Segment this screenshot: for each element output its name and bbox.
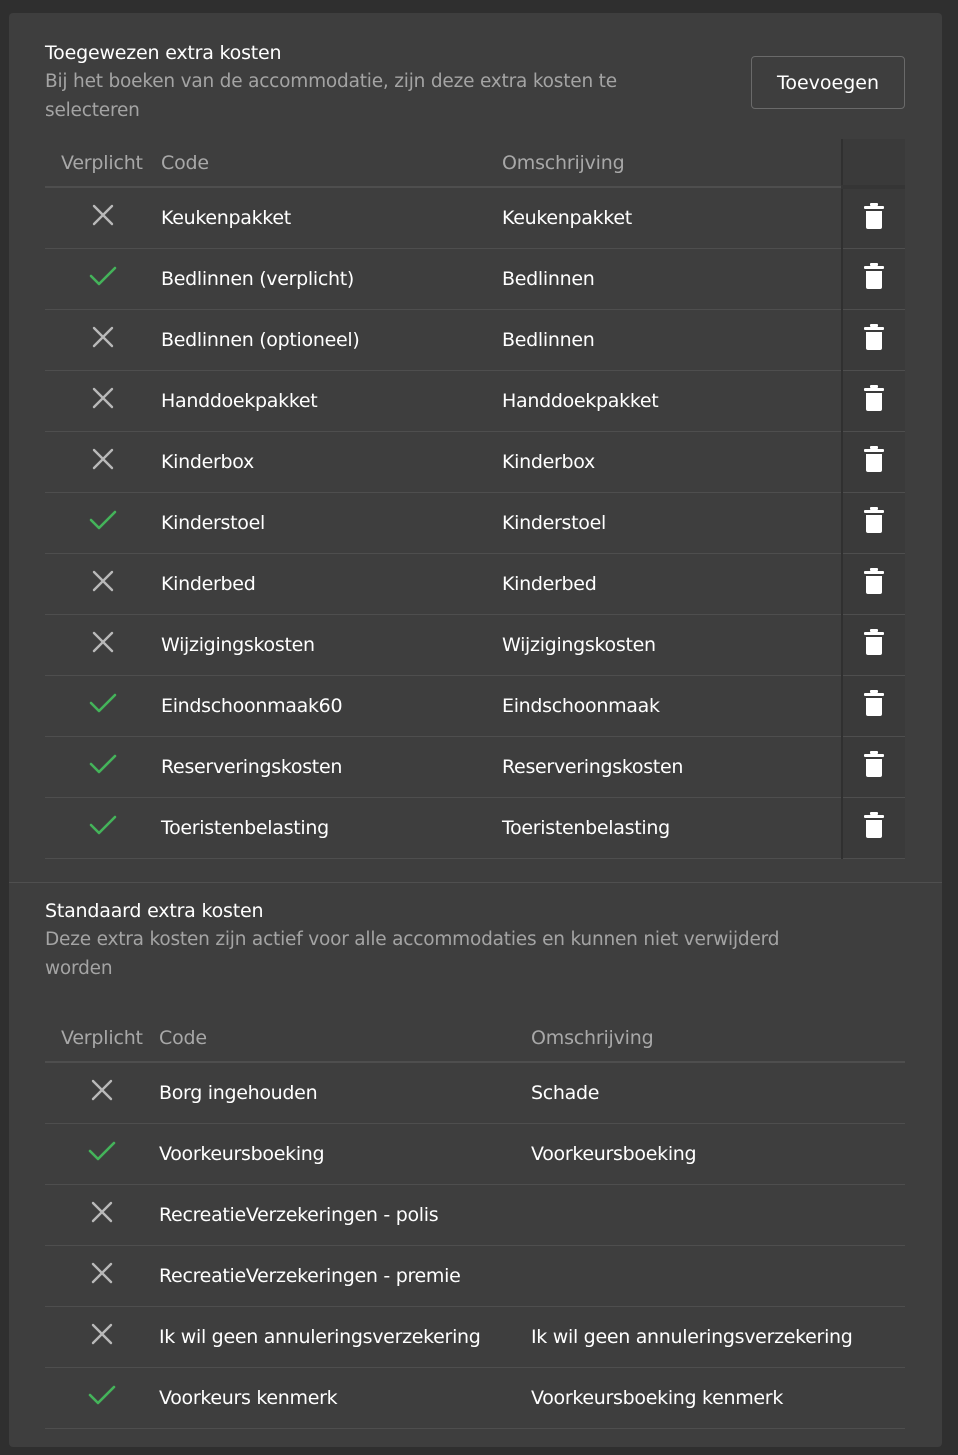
required-cell (45, 1306, 159, 1367)
column-header-actions (842, 139, 905, 187)
actions-cell (842, 309, 905, 370)
required-cell (45, 309, 161, 370)
trash-icon (863, 384, 885, 417)
standard-extra-costs-section (45, 897, 905, 1409)
cross-icon (92, 448, 114, 475)
table-row (45, 675, 905, 736)
section-title: Toegewezen extra kosten (45, 42, 282, 64)
required-cell (45, 370, 161, 431)
check-icon (88, 1384, 116, 1411)
description-cell: Kinderstoel (502, 492, 842, 553)
description-cell: Voorkeursboeking kenmerk (531, 1367, 905, 1428)
code-cell: Keukenpakket (161, 187, 502, 248)
description-cell (531, 1245, 905, 1306)
column-header-required[interactable]: Verplicht (45, 1014, 159, 1062)
required-cell (45, 492, 161, 553)
table-row (45, 553, 905, 614)
table-row (45, 431, 905, 492)
delete-button[interactable] (858, 689, 890, 721)
required-cell (45, 1367, 159, 1428)
trash-icon (863, 689, 885, 722)
column-header-code[interactable]: Code (159, 1014, 531, 1062)
standard-costs-table (45, 1014, 905, 1429)
table-header-row (45, 139, 905, 187)
table-row (45, 248, 905, 309)
code-cell: Wijzigingskosten (161, 614, 502, 675)
delete-button[interactable] (858, 384, 890, 416)
code-cell: Kinderstoel (161, 492, 502, 553)
description-cell: Eindschoonmaak (502, 675, 842, 736)
cross-icon (91, 1079, 113, 1106)
table-row (45, 1123, 905, 1184)
table-row (45, 187, 905, 248)
trash-icon (863, 202, 885, 235)
table-row (45, 1306, 905, 1367)
cross-icon (91, 1323, 113, 1350)
code-cell: Reserveringskosten (161, 736, 502, 797)
check-icon (88, 1140, 116, 1167)
description-cell: Bedlinnen (502, 248, 842, 309)
section-title: Standaard extra kosten (45, 900, 264, 922)
cross-icon (92, 631, 114, 658)
check-icon (89, 814, 117, 841)
trash-icon (863, 506, 885, 539)
trash-icon (863, 750, 885, 783)
delete-button[interactable] (858, 628, 890, 660)
description-cell: Reserveringskosten (502, 736, 842, 797)
actions-cell (842, 553, 905, 614)
code-cell: Ik wil geen annuleringsverzekering (159, 1306, 531, 1367)
cross-icon (92, 204, 114, 231)
required-cell (45, 187, 161, 248)
code-cell: Eindschoonmaak60 (161, 675, 502, 736)
code-cell: Kinderbed (161, 553, 502, 614)
required-cell (45, 1184, 159, 1245)
check-icon (89, 692, 117, 719)
trash-icon (863, 628, 885, 661)
trash-icon (863, 262, 885, 295)
check-icon (89, 753, 117, 780)
delete-button[interactable] (858, 506, 890, 538)
required-cell (45, 614, 161, 675)
trash-icon (863, 445, 885, 478)
delete-button[interactable] (858, 750, 890, 782)
table-row (45, 1245, 905, 1306)
assigned-costs-table (45, 139, 905, 859)
trash-icon (863, 567, 885, 600)
delete-button[interactable] (858, 811, 890, 843)
description-cell: Kinderbed (502, 553, 842, 614)
description-cell: Toeristenbelasting (502, 797, 842, 858)
description-cell: Bedlinnen (502, 309, 842, 370)
code-cell: Toeristenbelasting (161, 797, 502, 858)
description-cell (531, 1184, 905, 1245)
table-header-row (45, 1014, 905, 1062)
code-cell: Voorkeursboeking (159, 1123, 531, 1184)
required-cell (45, 1123, 159, 1184)
code-cell: RecreatieVerzekeringen - premie (159, 1245, 531, 1306)
actions-cell (842, 675, 905, 736)
column-header-description[interactable]: Omschrijving (531, 1014, 905, 1062)
cross-icon (92, 387, 114, 414)
code-cell: Bedlinnen (optioneel) (161, 309, 502, 370)
required-cell (45, 1245, 159, 1306)
required-cell (45, 431, 161, 492)
actions-cell (842, 187, 905, 248)
delete-button[interactable] (858, 202, 890, 234)
code-cell: Borg ingehouden (159, 1062, 531, 1123)
description-cell: Ik wil geen annuleringsverzekering (531, 1306, 905, 1367)
section-subtitle: Bij het boeken van de accommodatie, zijn deze extra kosten te selecteren (45, 71, 617, 121)
table-row (45, 736, 905, 797)
table-row (45, 1367, 905, 1428)
trash-icon (863, 323, 885, 356)
table-row (45, 370, 905, 431)
code-cell: Kinderbox (161, 431, 502, 492)
code-cell: Bedlinnen (verplicht) (161, 248, 502, 309)
delete-button[interactable] (858, 445, 890, 477)
table-row (45, 797, 905, 858)
required-cell (45, 797, 161, 858)
code-cell: Handdoekpakket (161, 370, 502, 431)
actions-cell (842, 431, 905, 492)
section-divider (9, 882, 942, 883)
assigned-extra-costs-section (45, 39, 905, 839)
code-cell: Voorkeurs kenmerk (159, 1367, 531, 1428)
description-cell: Schade (531, 1062, 905, 1123)
cross-icon (92, 570, 114, 597)
actions-cell (842, 797, 905, 858)
required-cell (45, 736, 161, 797)
code-cell: RecreatieVerzekeringen - polis (159, 1184, 531, 1245)
cross-icon (91, 1201, 113, 1228)
description-cell: Handdoekpakket (502, 370, 842, 431)
delete-button[interactable] (858, 323, 890, 355)
actions-cell (842, 492, 905, 553)
description-cell: Wijzigingskosten (502, 614, 842, 675)
column-header-code[interactable]: Code (161, 139, 502, 187)
delete-button[interactable] (858, 262, 890, 294)
cross-icon (91, 1262, 113, 1289)
actions-cell (842, 736, 905, 797)
trash-icon (863, 811, 885, 844)
table-row (45, 614, 905, 675)
column-header-description[interactable]: Omschrijving (502, 139, 842, 187)
check-icon (89, 265, 117, 292)
actions-cell (842, 370, 905, 431)
delete-button[interactable] (858, 567, 890, 599)
cross-icon (92, 326, 114, 353)
required-cell (45, 248, 161, 309)
required-cell (45, 553, 161, 614)
required-cell (45, 1062, 159, 1123)
table-row (45, 1184, 905, 1245)
description-cell: Keukenpakket (502, 187, 842, 248)
table-row (45, 1062, 905, 1123)
table-row (45, 492, 905, 553)
table-row (45, 309, 905, 370)
actions-cell (842, 614, 905, 675)
extra-costs-card (9, 13, 942, 1447)
description-cell: Kinderbox (502, 431, 842, 492)
section-subtitle: Deze extra kosten zijn actief voor alle accommodaties en kunnen niet verwijderd worden (45, 929, 780, 979)
actions-cell (842, 248, 905, 309)
description-cell: Voorkeursboeking (531, 1123, 905, 1184)
column-header-required[interactable]: Verplicht (45, 139, 161, 187)
required-cell (45, 675, 161, 736)
check-icon (89, 509, 117, 536)
add-button[interactable]: Toevoegen (751, 56, 905, 109)
